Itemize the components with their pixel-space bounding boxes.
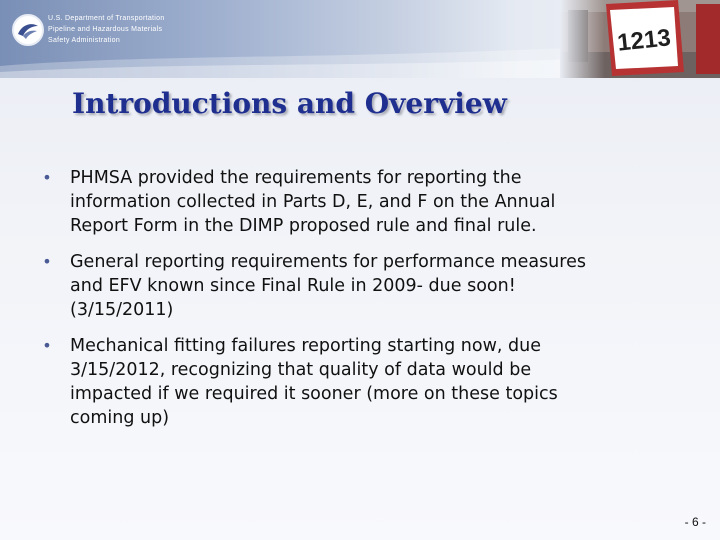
bullet-line: PHMSA provided the requirements for reporting the	[70, 168, 522, 188]
bullet-line: information collected in Parts D, E, and F on the Annual	[70, 192, 556, 212]
bullet-line: (3/15/2011)	[70, 300, 174, 320]
bullet-line: impacted if we required it sooner (more on these topics	[70, 384, 558, 404]
bullet-line: General reporting requirements for performance measures	[70, 252, 586, 272]
bullet-list	[40, 166, 680, 442]
agency-block	[48, 13, 165, 46]
bullet-item	[40, 334, 680, 430]
header-band	[0, 0, 720, 78]
slide-title: Introductions and Overview	[72, 87, 507, 120]
bullet-dot-icon: •	[42, 252, 52, 271]
bullet-item	[40, 166, 680, 238]
agency-line-3: Safety Administration	[48, 37, 121, 44]
bullet-dot-icon: •	[42, 168, 52, 187]
bullet-line: 3/15/2012, recognizing that quality of data would be	[70, 360, 532, 380]
hazmat-placard-photo	[560, 0, 720, 78]
bullet-line: and EFV known since Final Rule in 2009- due soon!	[70, 276, 516, 296]
bullet-item	[40, 250, 680, 322]
page-number: - 6 -	[684, 515, 706, 529]
dot-logo-icon	[12, 14, 44, 46]
bullet-line: coming up)	[70, 408, 170, 428]
bullet-dot-icon: •	[42, 336, 52, 355]
agency-line-2: Pipeline and Hazardous Materials	[48, 26, 163, 33]
agency-line-1: U.S. Department of Transportation	[48, 15, 165, 22]
bullet-line: Report Form in the DIMP proposed rule and final rule.	[70, 216, 537, 236]
bullet-line: Mechanical fitting failures reporting starting now, due	[70, 336, 542, 356]
